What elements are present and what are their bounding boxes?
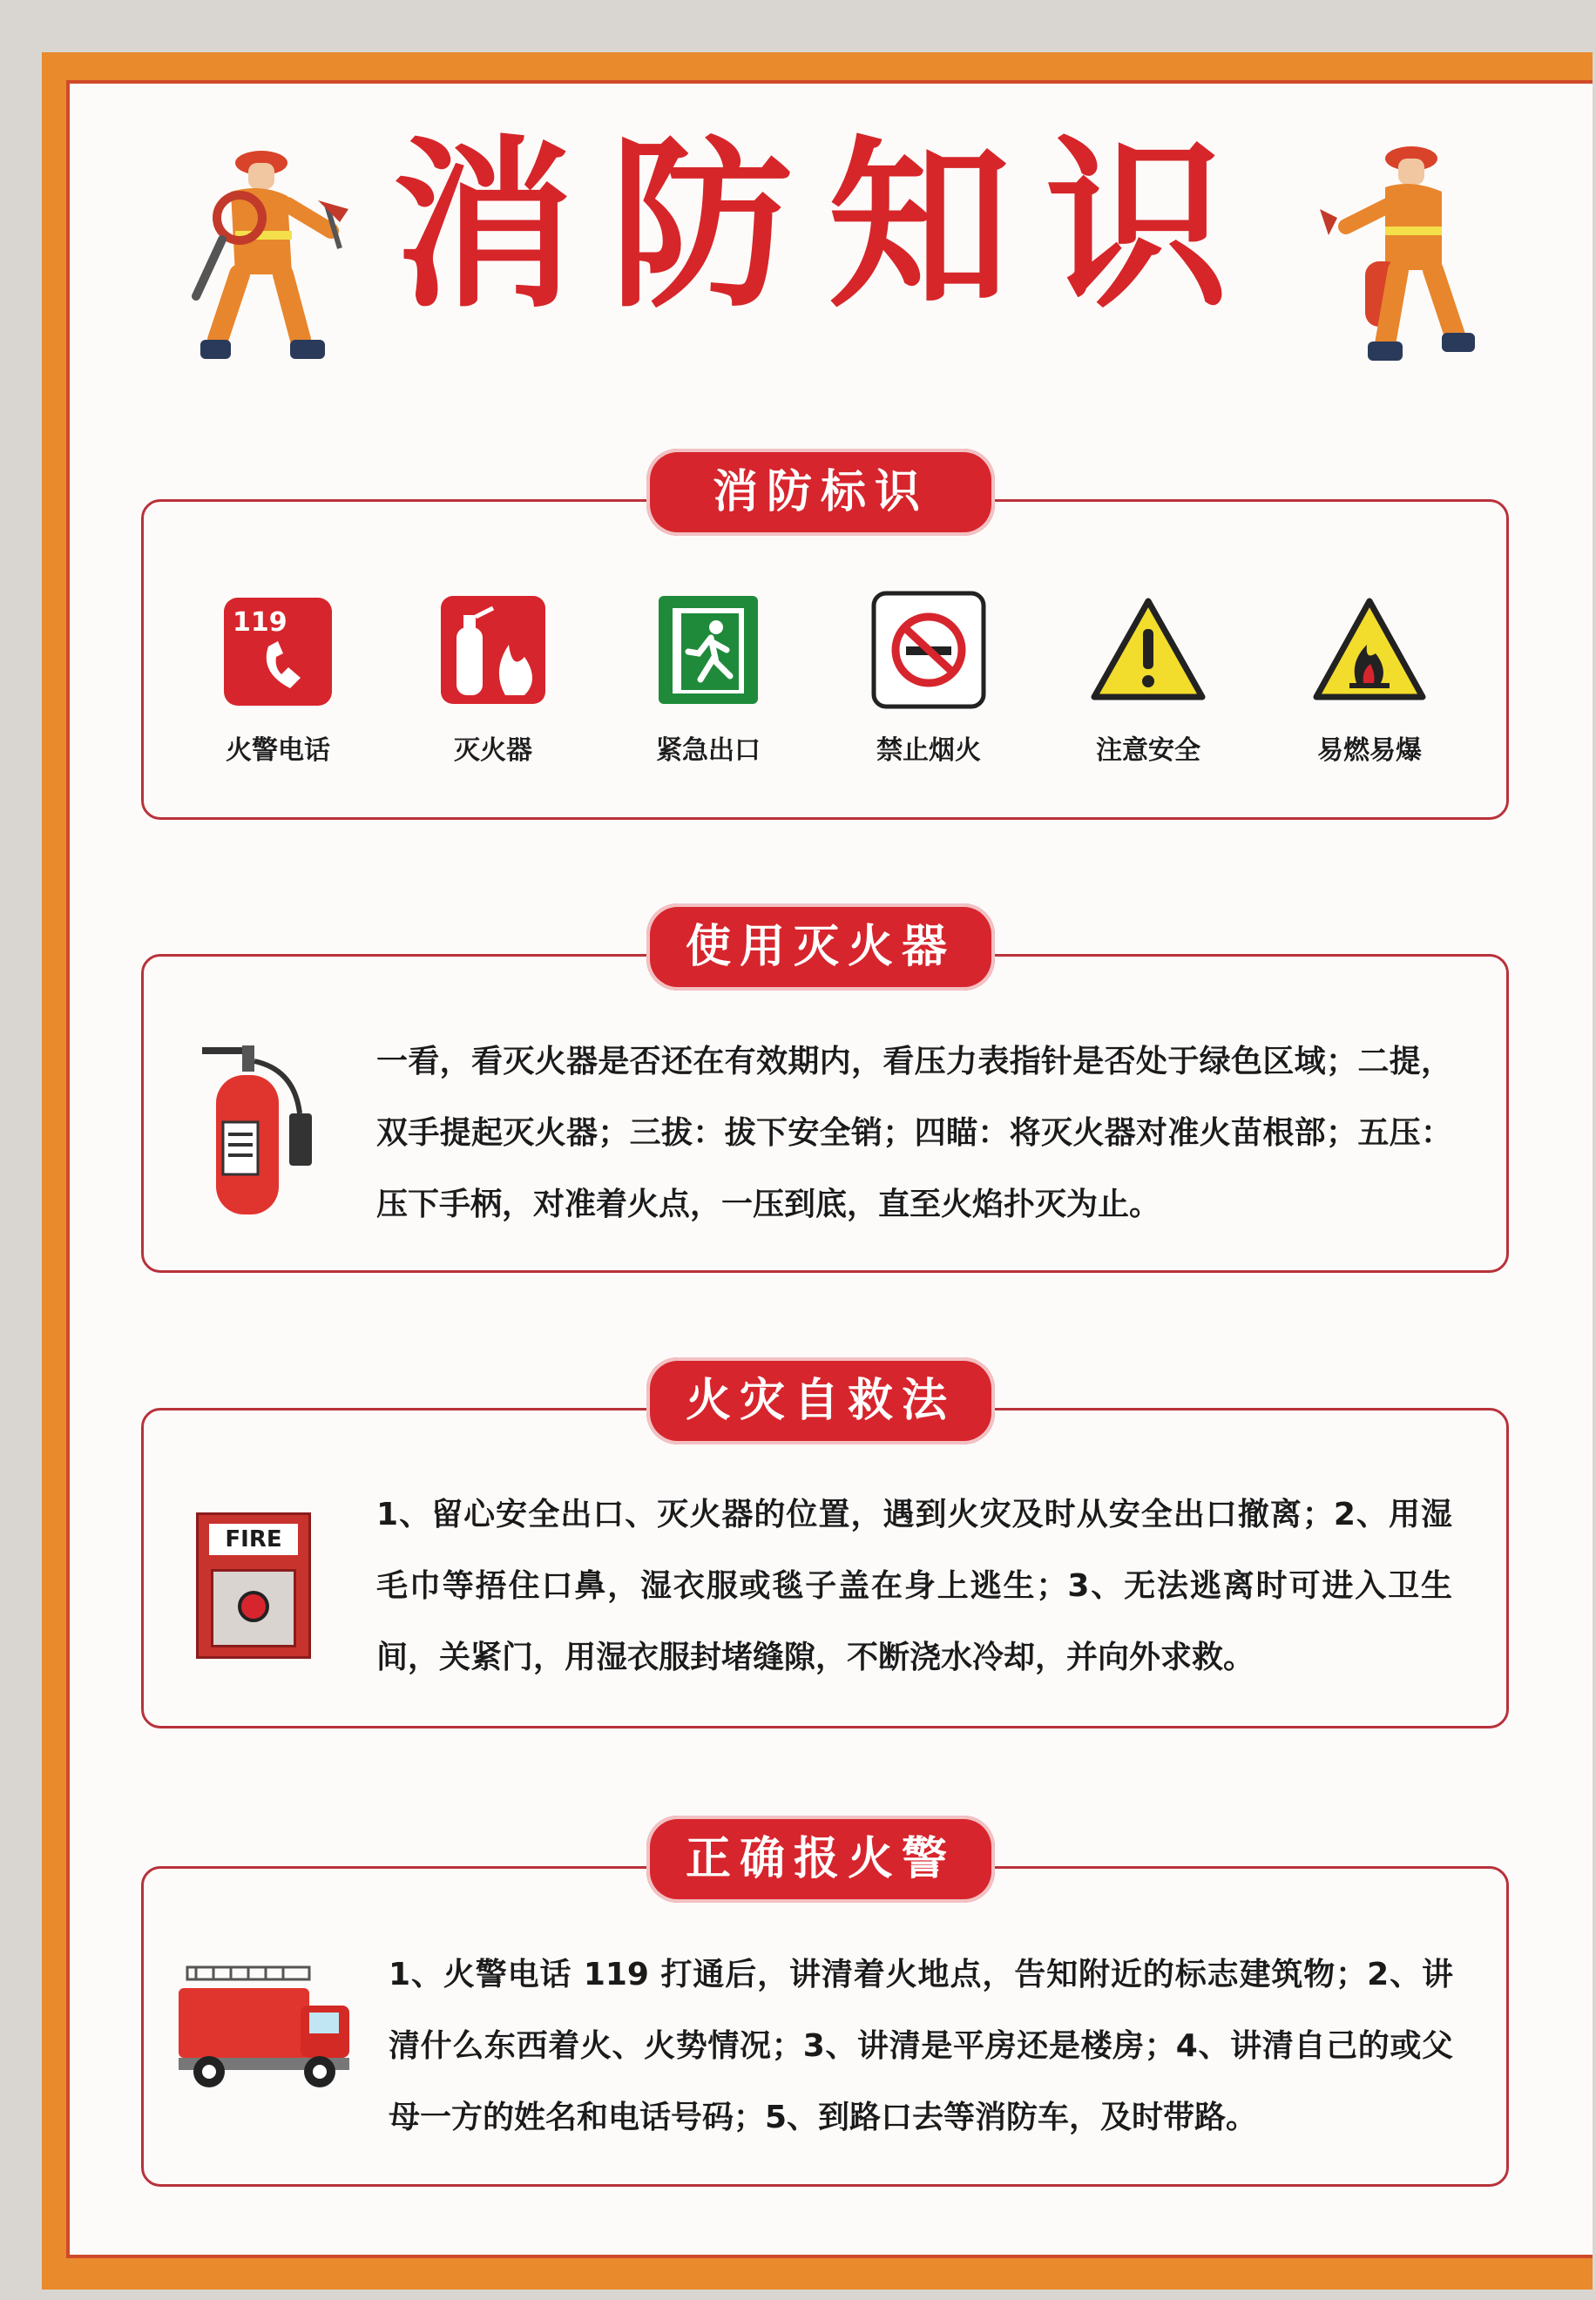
report-heading: 正确报火警 xyxy=(646,1816,995,1903)
sign-label-exit: 紧急出口 xyxy=(656,735,761,766)
sign-label-warning: 注意安全 xyxy=(1096,735,1200,766)
selfrescue-text: 1、留心安全出口、灭火器的位置，遇到火灾及时从安全出口撤离；2、用湿毛巾等捂住口鼻，湿衣服或毯子盖在身上逃生；3、无法逃离时可进入卫生间，关紧门，用湿衣服封堵缝隙，不断浇水冷却，并向外求救。 xyxy=(376,1497,1452,1675)
fire-extinguisher-sign-icon xyxy=(437,592,549,707)
sign-label-no-smoking: 禁止烟火 xyxy=(876,735,981,766)
selfrescue-heading: 火灾自救法 xyxy=(646,1357,995,1444)
extinguisher-text: 一看，看灭火器是否还在有效期内，看压力表指针是否处于绿色区域；二提，双手提起灭火器；三拔：拔下安全销；四瞄：将灭火器对准火苗根部；五压：压下手柄，对准着火点，一压到底，直至火焰扑灭为止。 xyxy=(376,1044,1452,1222)
report-text: 1、火警电话 119 打通后，讲清着火地点，告知附近的标志建筑物；2、讲清什么东西着火、火势情况；3、讲清是平房还是楼房；4、讲清自己的或父母一方的姓名和电话号码；5、到路口去等消防车，及时带路。 xyxy=(389,1957,1453,2135)
fire-alarm-label: FIRE xyxy=(209,1524,298,1555)
fire-truck-icon xyxy=(170,1962,357,2101)
svg-text:119: 119 xyxy=(233,607,287,638)
phone-119-icon xyxy=(220,594,335,709)
fire-alarm-glass xyxy=(211,1569,296,1647)
page-title: 消防知识 xyxy=(391,119,1263,333)
emergency-exit-icon xyxy=(655,592,761,707)
no-smoking-icon xyxy=(871,591,986,709)
warning-icon xyxy=(1089,596,1207,704)
sign-label-phone: 火警电话 xyxy=(226,735,330,766)
fireman-axe-icon xyxy=(187,144,362,379)
signs-heading: 消防标识 xyxy=(646,449,995,536)
sign-label-flammable: 易燃易爆 xyxy=(1317,735,1422,766)
fire-alarm-icon xyxy=(196,1512,311,1659)
fireman-extinguisher-icon xyxy=(1311,139,1485,379)
extinguisher-heading: 使用灭火器 xyxy=(646,903,995,991)
extinguisher-illustration-icon xyxy=(199,1044,321,1227)
signs-section xyxy=(141,499,1509,820)
sign-label-extinguisher: 灭火器 xyxy=(454,735,532,766)
flammable-icon xyxy=(1311,596,1428,704)
fire-alarm-button-icon xyxy=(238,1591,269,1622)
